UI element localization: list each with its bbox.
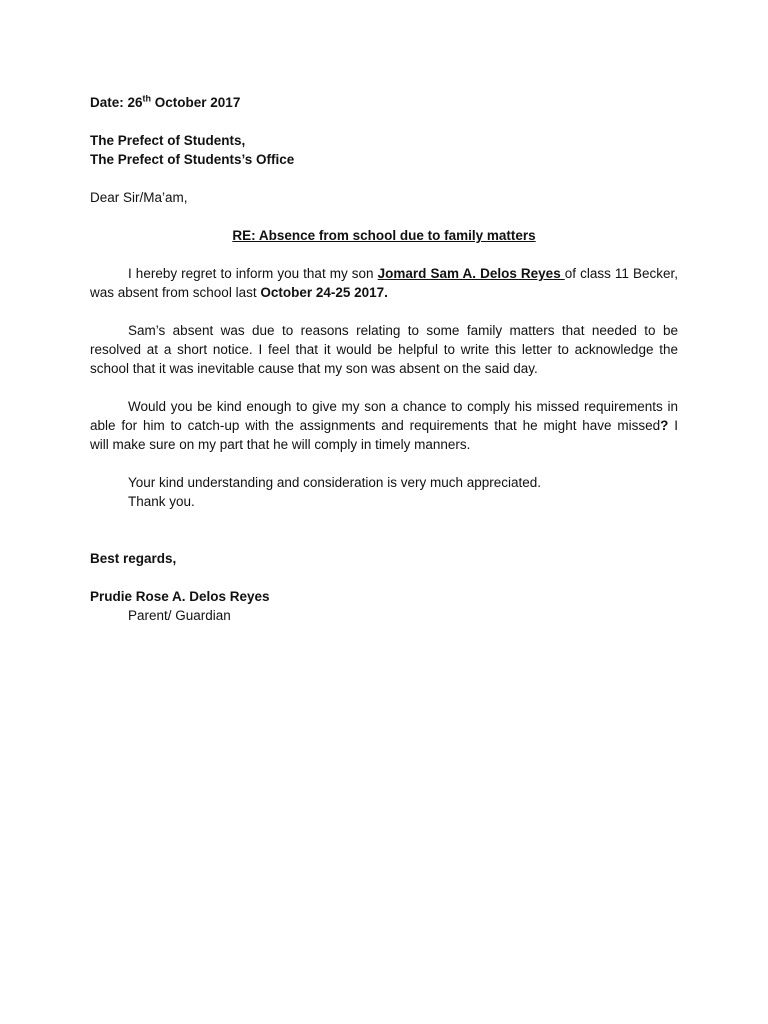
student-name: Jomard Sam A. Delos Reyes: [377, 266, 565, 281]
date-superscript: th: [142, 93, 152, 104]
paragraph-1-line-1: [128, 264, 678, 283]
date-label: Date: 26: [90, 95, 143, 110]
paragraph-2-line-3: school that it was inevitable cause that my son was absent on the said day.: [90, 361, 538, 376]
paragraph-3-text-end: I: [668, 418, 678, 433]
paragraph-1-text: I hereby regret to inform you that my son: [128, 266, 378, 281]
signoff: Best regards,: [90, 551, 177, 566]
paragraph-1-text-2: was absent from school last: [90, 285, 261, 300]
subject-line: RE: Absence from school due to family matters: [232, 228, 536, 243]
question-mark: ?: [660, 418, 669, 433]
paragraph-3-text: able for him to catch-up with the assignments and requirements that he might have missed: [90, 418, 661, 433]
paragraph-2-line-2: resolved at a short notice. I feel that it would be helpful to write this letter to acknowledge the: [90, 342, 678, 357]
date-rest: October 2017: [151, 95, 241, 110]
paragraph-3-line-1: Would you be kind enough to give my son a chance to comply his missed requirements in: [128, 399, 678, 414]
recipient-line-2: The Prefect of Students’s Office: [90, 152, 295, 167]
salutation: Dear Sir/Ma’am,: [90, 190, 188, 205]
signer-role: Parent/ Guardian: [128, 608, 231, 623]
closing-line-1: Your kind understanding and consideration is very much appreciated.: [128, 475, 542, 490]
recipient-line-1: The Prefect of Students,: [90, 133, 246, 148]
letter-date: [90, 93, 240, 112]
paragraph-3-line-3: will make sure on my part that he will comply in timely manners.: [90, 437, 471, 452]
absence-dates: October 24-25 2017.: [260, 285, 388, 300]
closing-line-2: Thank you.: [128, 494, 195, 509]
paragraph-3-line-2: [90, 416, 678, 435]
paragraph-1-class: of class 11 Becker,: [564, 266, 678, 281]
signer-name: Prudie Rose A. Delos Reyes: [90, 589, 270, 604]
paragraph-1-line-2: [90, 283, 388, 302]
paragraph-2-line-1: Sam’s absent was due to reasons relating to some family matters that needed to be: [128, 323, 678, 338]
